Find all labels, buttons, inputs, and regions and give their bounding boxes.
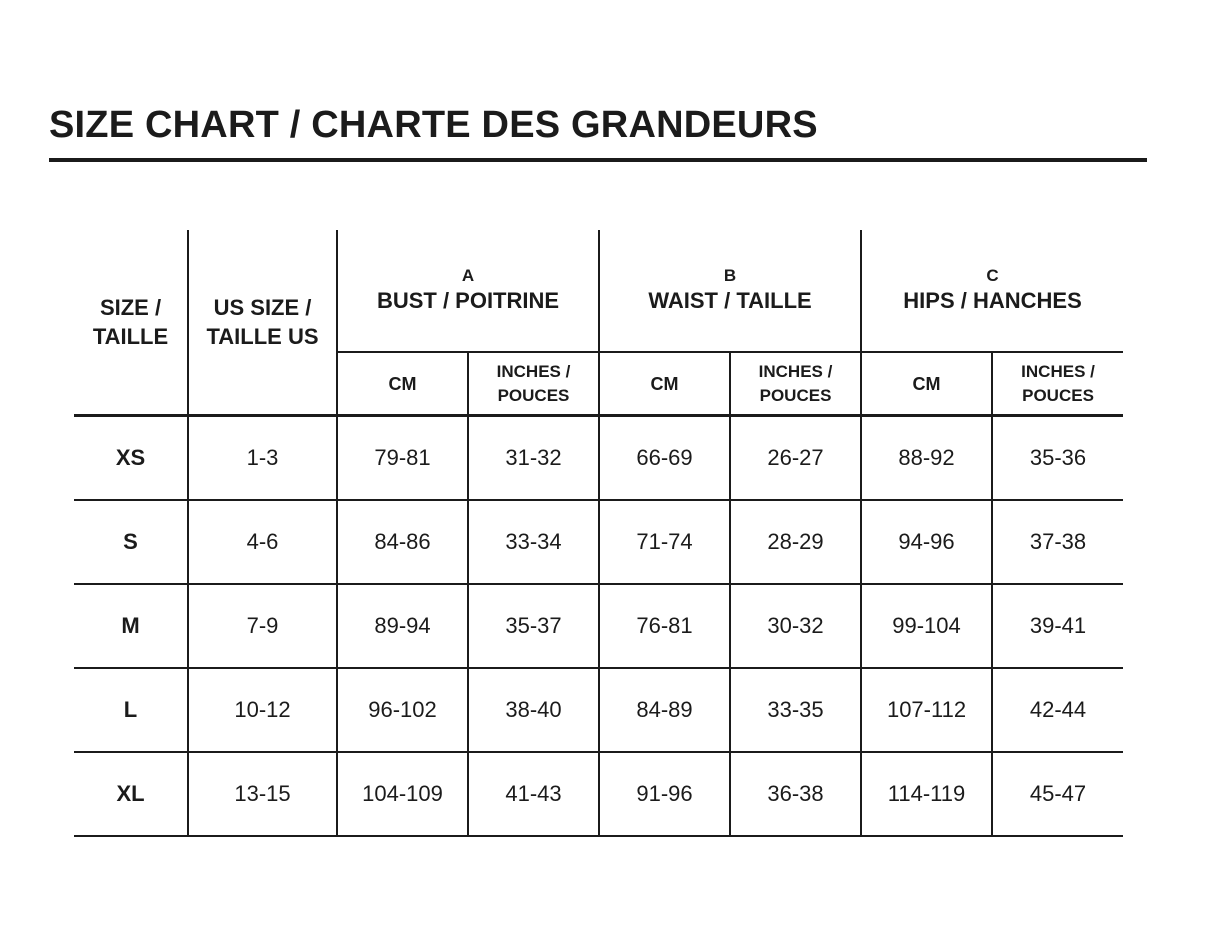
- page-title: SIZE CHART / CHARTE DES GRANDEURS: [49, 104, 818, 146]
- table-row: [74, 416, 1123, 501]
- size-cell: L: [74, 668, 188, 752]
- table-row: [74, 668, 1123, 752]
- waist-cm-cell: 76-81: [599, 584, 730, 668]
- hips-cm-cell: 107-112: [861, 668, 992, 752]
- header-group-hips-letter: C: [986, 266, 999, 285]
- bust-inches-cell: 31-32: [468, 416, 599, 501]
- header-hips-cm: CM: [861, 352, 992, 416]
- header-us-size: [188, 230, 337, 416]
- hips-cm-cell: 88-92: [861, 416, 992, 501]
- bust-cm-cell: 79-81: [337, 416, 468, 501]
- header-group-bust: [337, 230, 599, 352]
- size-cell: XL: [74, 752, 188, 836]
- header-us-size-line1: US SIZE /: [213, 295, 312, 320]
- header-waist-cm: CM: [599, 352, 730, 416]
- header-inches-line2: POUCES: [497, 385, 570, 405]
- waist-inches-cell: 28-29: [730, 500, 861, 584]
- header-group-bust-letter: A: [461, 266, 475, 285]
- hips-cm-cell: 94-96: [861, 500, 992, 584]
- table-row: [74, 584, 1123, 668]
- size-cell: S: [74, 500, 188, 584]
- header-row-groups: [74, 230, 1123, 352]
- bust-inches-cell: 33-34: [468, 500, 599, 584]
- bust-cm-cell: 96-102: [337, 668, 468, 752]
- header-group-waist-letter: B: [723, 266, 737, 285]
- header-bust-cm: CM: [337, 352, 468, 416]
- us-size-cell: 1-3: [188, 416, 337, 501]
- hips-cm-cell: 99-104: [861, 584, 992, 668]
- header-inches-line2: POUCES: [1022, 385, 1094, 405]
- hips-inches-cell: 37-38: [992, 500, 1123, 584]
- us-size-cell: 10-12: [188, 668, 337, 752]
- waist-cm-cell: 84-89: [599, 668, 730, 752]
- size-cell: M: [74, 584, 188, 668]
- table-row: [74, 752, 1123, 836]
- waist-inches-cell: 36-38: [730, 752, 861, 836]
- size-chart-table: [74, 230, 1123, 837]
- header-group-waist-label: WAIST / TAILLE: [648, 288, 812, 313]
- bust-cm-cell: 89-94: [337, 584, 468, 668]
- header-group-hips-label: HIPS / HANCHES: [903, 288, 1082, 313]
- us-size-cell: 4-6: [188, 500, 337, 584]
- hips-inches-cell: 42-44: [992, 668, 1123, 752]
- header-waist-inches: [730, 352, 861, 416]
- waist-cm-cell: 66-69: [599, 416, 730, 501]
- waist-inches-cell: 26-27: [730, 416, 861, 501]
- header-group-hips: [861, 230, 1123, 352]
- header-inches-line1: INCHES /: [758, 361, 833, 381]
- waist-cm-cell: 91-96: [599, 752, 730, 836]
- bust-inches-cell: 41-43: [468, 752, 599, 836]
- bust-inches-cell: 38-40: [468, 668, 599, 752]
- header-inches-line2: POUCES: [759, 385, 832, 405]
- waist-inches-cell: 30-32: [730, 584, 861, 668]
- header-size-line2: TAILLE: [92, 324, 169, 349]
- header-inches-line1: INCHES /: [496, 361, 571, 381]
- table-row: [74, 500, 1123, 584]
- size-cell: XS: [74, 416, 188, 501]
- header-hips-inches: [992, 352, 1123, 416]
- header-inches-line1: INCHES /: [1021, 361, 1095, 381]
- hips-cm-cell: 114-119: [861, 752, 992, 836]
- title-divider: [49, 158, 1147, 162]
- waist-cm-cell: 71-74: [599, 500, 730, 584]
- header-bust-inches: [468, 352, 599, 416]
- hips-inches-cell: 35-36: [992, 416, 1123, 501]
- bust-cm-cell: 104-109: [337, 752, 468, 836]
- header-size-line1: SIZE /: [99, 295, 162, 320]
- bust-inches-cell: 35-37: [468, 584, 599, 668]
- header-group-bust-label: BUST / POITRINE: [376, 288, 560, 313]
- bust-cm-cell: 84-86: [337, 500, 468, 584]
- header-size: [74, 230, 188, 416]
- hips-inches-cell: 39-41: [992, 584, 1123, 668]
- hips-inches-cell: 45-47: [992, 752, 1123, 836]
- header-us-size-line2: TAILLE US: [206, 324, 319, 349]
- waist-inches-cell: 33-35: [730, 668, 861, 752]
- us-size-cell: 7-9: [188, 584, 337, 668]
- header-group-waist: [599, 230, 861, 352]
- us-size-cell: 13-15: [188, 752, 337, 836]
